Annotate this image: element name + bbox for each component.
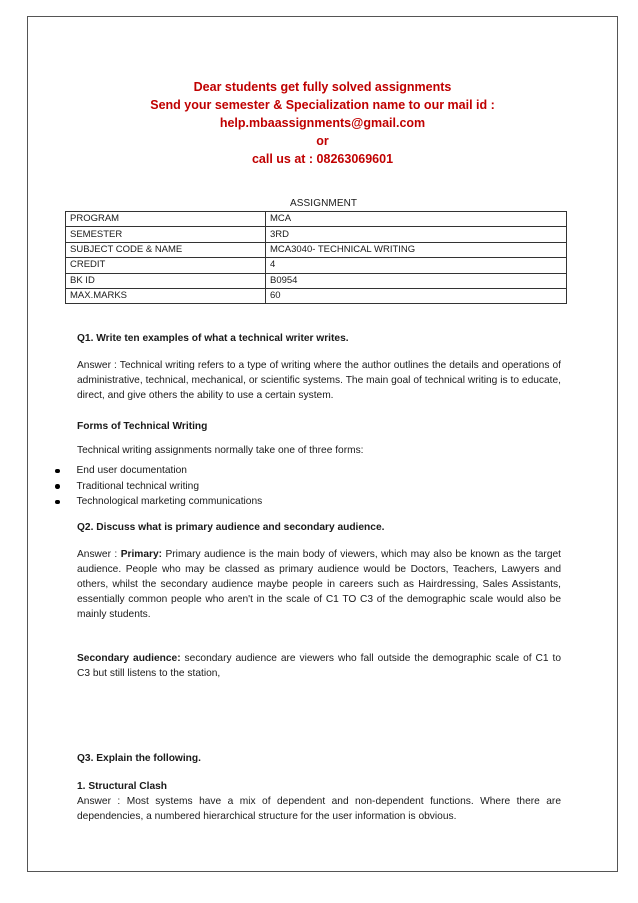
- table-value: 60: [266, 288, 567, 303]
- forms-heading: Forms of Technical Writing: [77, 421, 208, 432]
- table-label: MAX.MARKS: [66, 288, 266, 303]
- header-line-1: Dear students get fully solved assignments: [193, 80, 452, 94]
- table-row: [66, 258, 567, 273]
- table-label: PROGRAM: [66, 212, 266, 227]
- header-line-2: Send your semester & Specialization name to our mail id :: [150, 98, 495, 112]
- list-item: [55, 463, 262, 479]
- table-row: [66, 288, 567, 303]
- secondary-text: secondary audience are viewers who fall outside the demographic scale of C1 to C3 but still listens to the station,: [77, 653, 562, 679]
- list-item: [55, 494, 262, 510]
- table-value: 3RD: [266, 227, 567, 242]
- table-value: 4: [266, 258, 567, 273]
- table-row: [66, 273, 567, 288]
- list-item-text: End user documentation: [76, 465, 187, 476]
- header-email: help.mbaassignments@gmail.com: [219, 116, 426, 130]
- list-item: [55, 479, 262, 495]
- table-label: CREDIT: [66, 258, 266, 273]
- q3-sub1-heading: 1. Structural Clash: [77, 781, 168, 792]
- secondary-label: Secondary audience:: [77, 653, 181, 664]
- bullet-icon: [55, 484, 60, 489]
- primary-text: Primary audience is the main body of viewers, which may also be known as the target audience. People who may be classed as primary audience would be Doctors, Teachers, Lawyers and others, whilst the secondary audience maybe people in careers such as Hairdressing, Sales Assistants, essentially common people who aren't in the scale of C1 TO C3 of the demographic scale would also be mainly students.: [77, 549, 561, 620]
- table-row: [66, 242, 567, 257]
- assignment-title: ASSIGNMENT: [290, 198, 358, 209]
- table-value: B0954: [266, 273, 567, 288]
- q3-question: Q3. Explain the following.: [77, 753, 201, 764]
- table-row: [66, 212, 567, 227]
- table-label: SUBJECT CODE & NAME: [66, 242, 266, 257]
- assignment-info-table: [65, 211, 567, 304]
- primary-label: Primary:: [120, 549, 163, 560]
- table-label: SEMESTER: [66, 227, 266, 242]
- list-item-text: Technological marketing communications: [76, 496, 263, 507]
- q2-primary-answer: [77, 547, 561, 622]
- q1-question: Q1. Write ten examples of what a technical writer writes.: [77, 333, 349, 344]
- bullet-icon: [55, 469, 60, 474]
- forms-intro: Technical writing assignments normally take one of three forms:: [77, 445, 364, 456]
- table-label: BK ID: [66, 273, 266, 288]
- table-value: MCA: [266, 212, 567, 227]
- q2-question: Q2. Discuss what is primary audience and secondary audience.: [77, 522, 385, 533]
- answer-prefix: Answer :: [77, 549, 121, 560]
- header-or: or: [316, 134, 329, 148]
- promo-header: [27, 78, 618, 168]
- list-item-text: Traditional technical writing: [76, 480, 199, 492]
- bullet-icon: [55, 500, 60, 505]
- q1-answer: Answer : Technical writing refers to a type of writing where the author outlines the details and operations of administrative, technical, mechanical, or scientific systems. The main goal of technical writing is to educate, direct, and give others the ability to use a certain system.: [77, 360, 561, 401]
- header-phone: call us at : 08263069601: [251, 152, 394, 166]
- q3-sub1-answer: Answer : Most systems have a mix of dependent and non-dependent functions. Where there are dependencies, a numbered hierarchical structure for the user information is obvious.: [77, 796, 561, 822]
- q2-secondary-answer: [77, 651, 561, 681]
- table-value: MCA3040- TECHNICAL WRITING: [266, 242, 567, 257]
- forms-list: [55, 463, 262, 510]
- table-row: [66, 227, 567, 242]
